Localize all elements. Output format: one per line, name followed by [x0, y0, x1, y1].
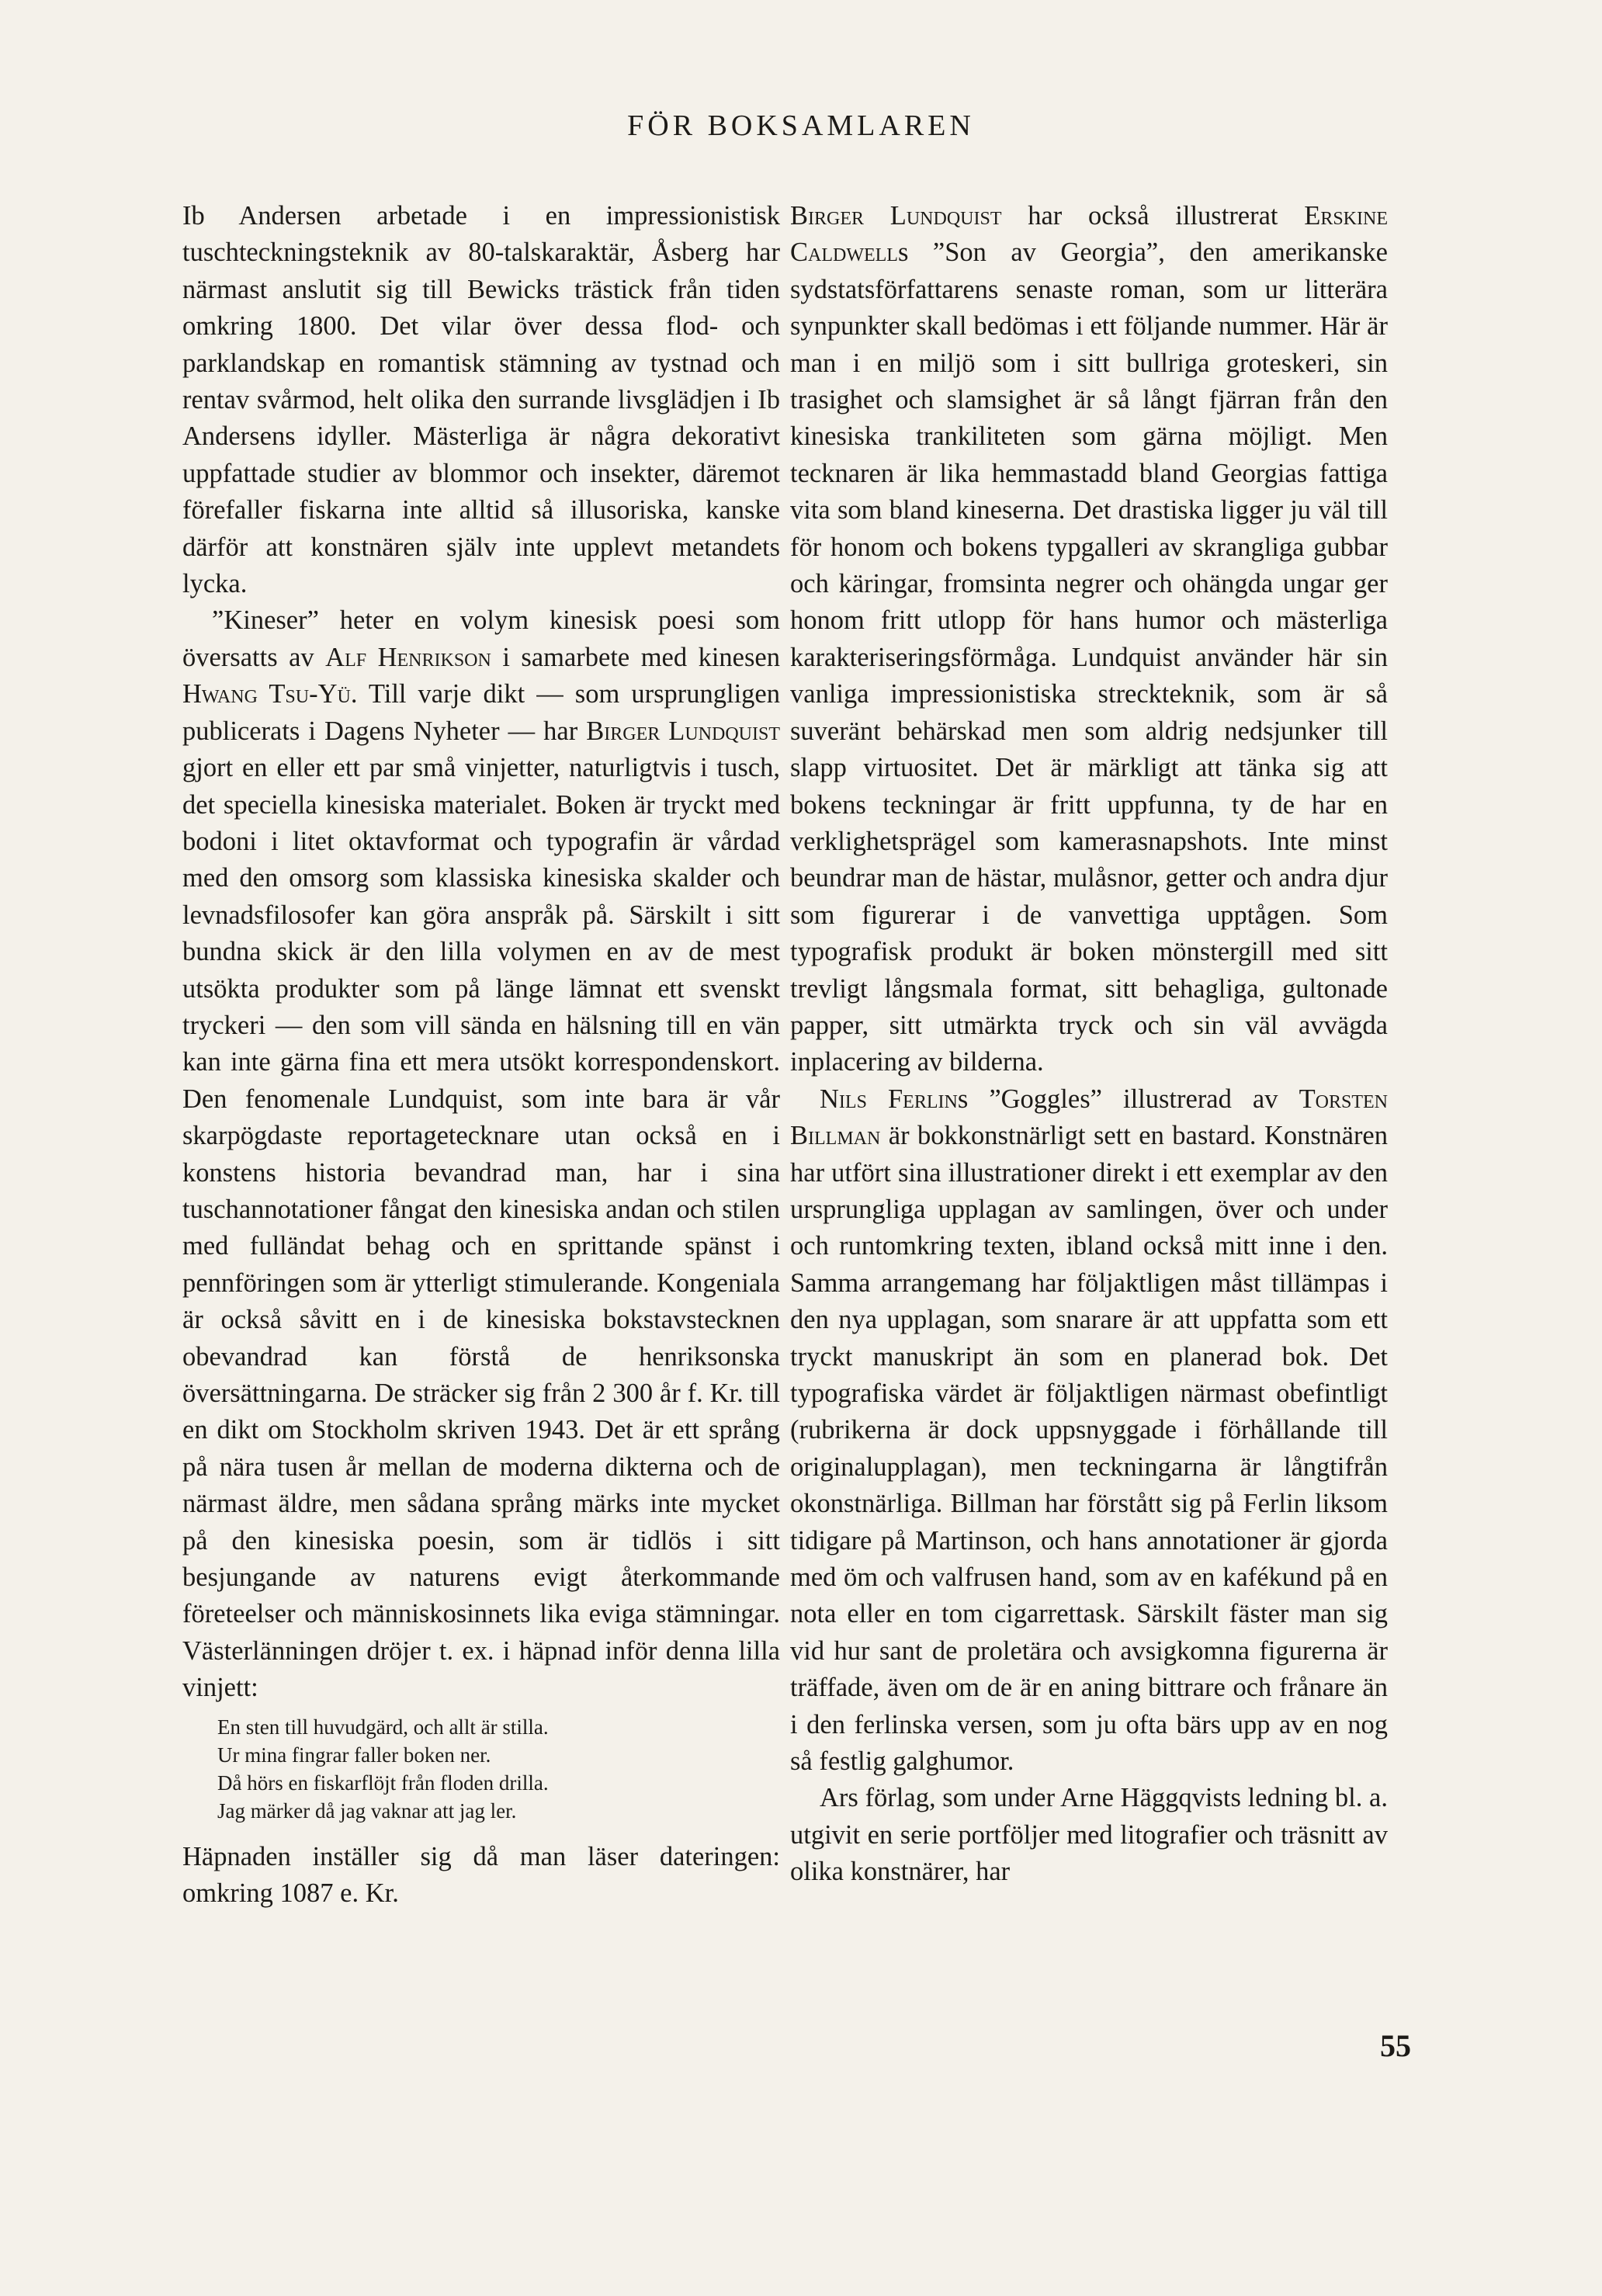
poem-line: Ur mina fingrar faller boken ner.	[217, 1743, 491, 1767]
left-column	[182, 198, 780, 1912]
poem-line: Jag märker då jag vaknar att jag ler.	[217, 1798, 517, 1823]
author-name: Nils Ferlin	[820, 1084, 958, 1114]
page-number: 55	[1380, 2028, 1411, 2063]
left-paragraph-1: Ib Andersen arbetade i en impressionistisk tuschteckningsteknik av 80-talskaraktär, Åsberg har närmast anslutit sig till Bewicks trästick från tiden omkring 1800. Det vilar över dessa flod- och parklandskap en romantisk stämning av tystnad och rentav svårmod, helt olika den surrande livsglädjen i Ib Andersens idyller. Mästerliga är några dekorativt uppfattade studier av blommor och insekter, däremot förefaller fiskarna inte alltid så illusoriska, kanske därför att konstnären själv inte upplevt metandets lycka.	[182, 201, 780, 599]
left-paragraph-3: Häpnaden inställer sig då man läser dateringen: omkring 1087 e. Kr.	[182, 1841, 780, 1909]
running-head: FÖR BOKSAMLAREN	[627, 109, 975, 142]
author-name: Birger Lundquist	[790, 201, 1002, 231]
right-paragraph-3: Ars förlag, som under Arne Häggqvists ledning bl. a. utgivit en serie portföljer med litografier och träsnitt av olika konstnärer, har	[790, 1783, 1388, 1887]
right-paragraph-2: Nils Ferlins ”Goggles” illustrerad av Torsten Billman är bokkonstnärligt sett en bastard. Konstnären har utfört sina illustrationer direkt i ett exemplar av den ursprungliga upplagan av samlingen, över och under och runtomkring texten, ibland också mitt inne i den. Samma arrangemang har följaktligen måst tillämpas i den nya upplagan, som snarare är att uppfatta som ett tryckt manuskript än som en planerad bok. Det typografiska värdet är följaktligen närmast obefintligt (rubrikerna är dock uppsnyggade i förhållande till originalupplagan), men teckningarna är långtifrån okonstnärliga. Billman har förstått sig på Ferlin liksom tidigare på Martinson, och hans annotationer är gjorda med öm och valfrusen hand, som av en kafékund på en nota eller en tom cigarrettask. Särskilt fäster man sig vid hur sant de proletära och avsigkomna figurerna är träffade, även om de är en aning bittrare och frånare än i den ferlinska versen, som ju ofta bärs upp av en nog så festlig galghumor.	[790, 1084, 1388, 1777]
author-name: Alf Henrikson	[325, 642, 491, 672]
author-name: Birger Lundquist	[586, 716, 781, 746]
author-name: Torsten Billman	[790, 1084, 1388, 1151]
left-paragraph-2: ”Kineser” heter en volym kinesisk poesi som översatts av Alf Henrikson i samarbete med kinesen Hwang Tsu-Yü. Till varje dikt — som ursprungligen publicerats i Dagens Nyheter — har Birger Lundquist gjort en eller ett par små vinjetter, naturligtvis i tusch, det speciella kinesiska materialet. Boken är tryckt med bodoni i litet oktavformat och typografin är vårdad med den omsorg som klassiska kinesiska skalder och levnadsfilosofer kan göra anspråk på. Särskilt i sitt bundna skick är den lilla volymen en av de mest utsökta produkter som på länge lämnat ett svenskt tryckeri — den som vill sända en hälsning till en vän kan inte gärna fina ett mera utsökt korrespondenskort. Den fenomenale Lundquist, som inte bara är vår skarpögdaste reportagetecknare utan också en i konstens historia bevandrad man, har i sina tuschannotationer fångat den kinesiska andan och stilen med fulländat behag och en sprittande spänst i pennföringen som är ytterligt stimulerande. Kongeniala är också såvitt en i de kinesiska bokstavstecknen obevandrad kan förstå de henriksonska översättningarna. De sträcker sig från 2 300 år f. Kr. till en dikt om Stockholm skriven 1943. Det är ett språng på nära tusen år mellan de moderna dikterna och de närmast äldre, men sådana språng märks inte mycket på den kinesiska poesin, som är tidlös i sitt besjungande av naturens evigt återkommande företeelser och människosinnets lika eviga stämningar. Västerlänningen dröjer t. ex. i häpnad inför denna lilla vinjett:	[182, 605, 781, 1703]
poem-line: Då hörs en fiskarflöjt från floden drilla.	[217, 1771, 549, 1795]
poem-line: En sten till huvudgärd, och allt är stilla.	[217, 1715, 549, 1739]
author-name: Hwang Tsu-Yü	[182, 679, 351, 709]
author-name: Erskine Caldwell	[790, 201, 1388, 268]
poem-quote	[217, 1713, 780, 1825]
right-paragraph-1: Birger Lundquist har också illustrerat Erskine Caldwells ”Son av Georgia”, den amerikanske sydstatsförfattarens senaste roman, som ur litterära synpunkter skall bedömas i ett följande nummer. Här är man i en miljö som i sitt bullriga groteskeri, sin trasighet och slamsighet är så långt fjärran från den kinesiska trankiliteten som gärna möjligt. Men tecknaren är lika hemmastadd bland Georgias fattiga vita som bland kineserna. Det drastiska ligger ju väl till för honom och bokens typgalleri av skrangliga gubbar och käringar, fromsinta negrer och ohängda ungar ger honom fritt utlopp för hans humor och mästerliga karakteriseringsförmåga. Lundquist använder här sin vanliga impressionistiska streckteknik, som är så suveränt behärskad men som aldrig nedsjunker till slapp virtuositet. Det är märkligt att tänka sig att bokens teckningar är fritt uppfunna, ty de har en verklighetsprägel som kamerasnapshots. Inte minst beundrar man de hästar, mulåsnor, getter och andra djur som figurerar i de vanvettiga upptågen. Som typografisk produkt är boken mönstergill med sitt trevligt långsmala format, sitt behagliga, gultonade papper, sitt utmärkta tryck och sin väl avvägda inplacering av bilderna.	[790, 201, 1388, 1077]
right-column	[790, 198, 1388, 1891]
